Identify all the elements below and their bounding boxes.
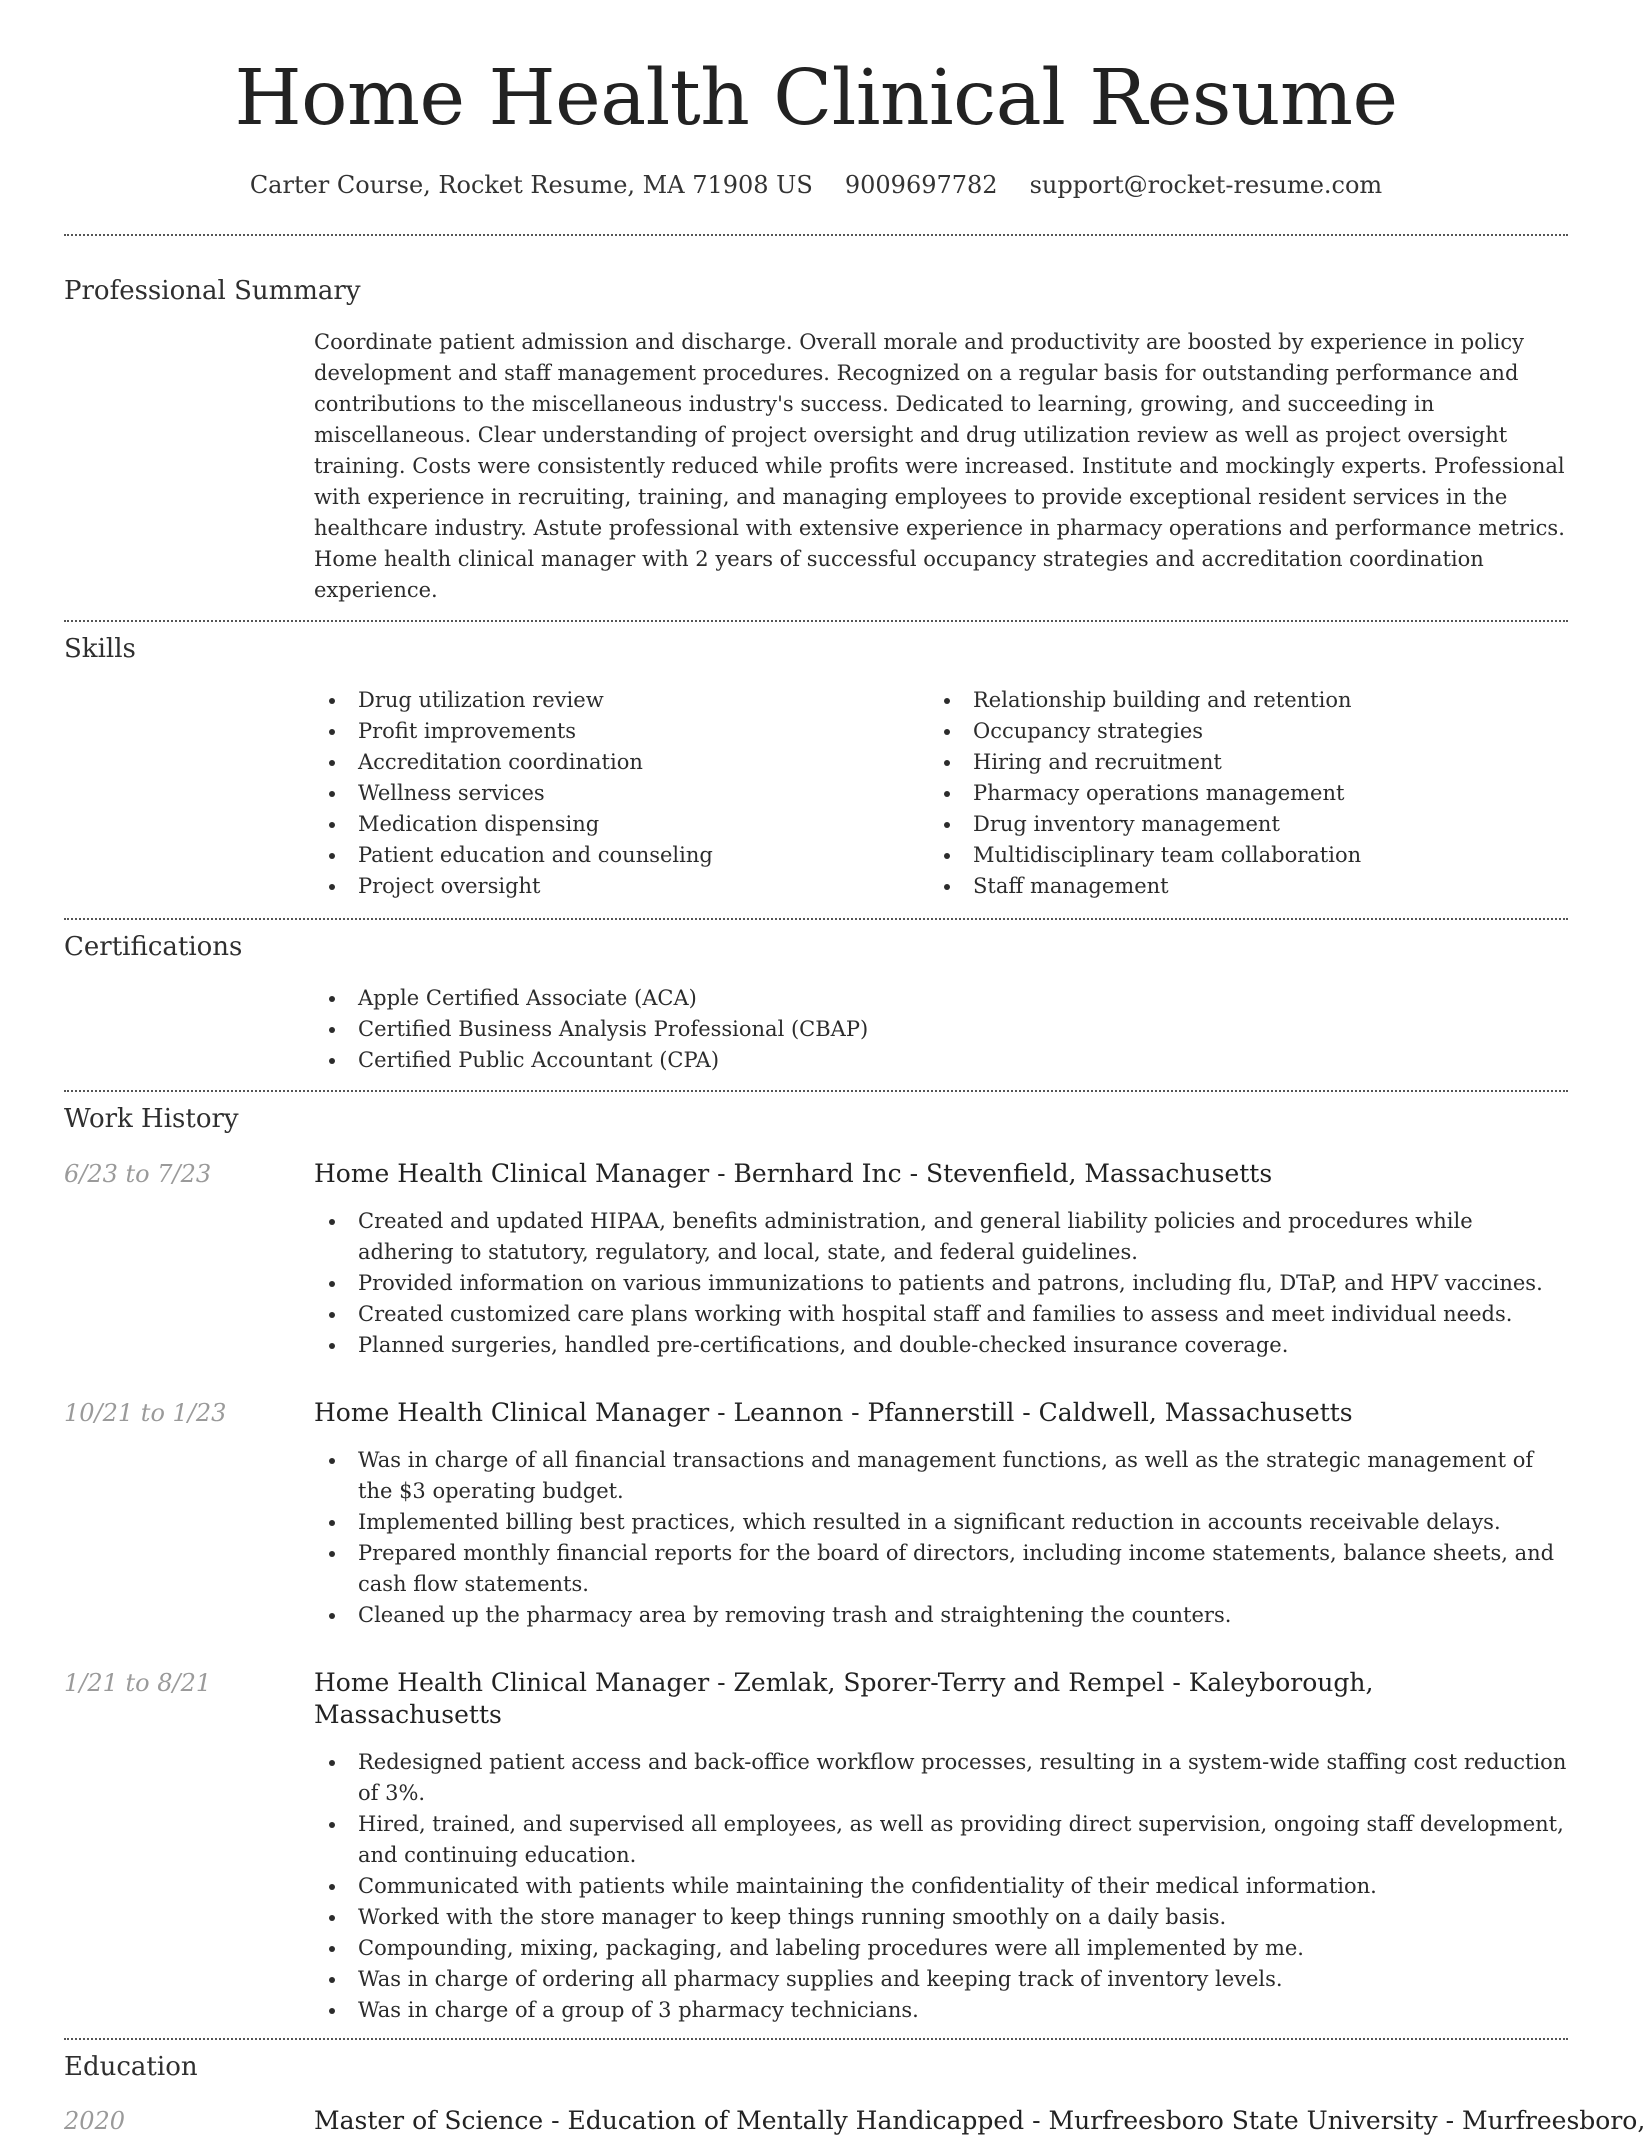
- job-bullet: Created and updated HIPAA, benefits administration, and general liability policies and procedures while adhering to statutory, regulatory, and local, state, and federal guidelines.: [314, 1206, 1568, 1268]
- skill-item: Relationship building and retention: [929, 685, 1544, 716]
- resume-page: [64, 0, 1645, 2137]
- skills-list-left: [314, 685, 929, 902]
- job-heading: Home Health Clinical Manager - Leannon - Pfannerstill - Caldwell, Massachusetts: [314, 1397, 1353, 1427]
- job-bullet: Compounding, mixing, packaging, and labeling procedures were all implemented by me.: [314, 1933, 1568, 1964]
- job-dates: 6/23 to 7/23: [64, 1159, 212, 1188]
- section-divider: [64, 1090, 1568, 1092]
- job-bullet: Prepared monthly financial reports for the board of directors, including income statements, balance sheets, and cash flow statements.: [314, 1538, 1568, 1600]
- job-bullet: Worked with the store manager to keep things running smoothly on a daily basis.: [314, 1902, 1568, 1933]
- skill-item: Hiring and recruitment: [929, 747, 1544, 778]
- job-details: [314, 1667, 1568, 2038]
- skills-list-right: [929, 685, 1544, 902]
- skill-item: Profit improvements: [314, 716, 929, 747]
- certification-item: Apple Certified Associate (ACA): [314, 983, 1568, 1014]
- section-divider: [64, 234, 1568, 236]
- summary-section: [314, 327, 1568, 606]
- job-heading: Home Health Clinical Manager - Bernhard Inc - Stevenfield, Massachusetts: [314, 1158, 1273, 1188]
- skill-item: Medication dispensing: [314, 809, 929, 840]
- job-bullet: Was in charge of ordering all pharmacy supplies and keeping track of inventory levels.: [314, 1964, 1568, 1995]
- job-bullet: Implemented billing best practices, which resulted in a significant reduction in accounts receivable delays.: [314, 1507, 1568, 1538]
- job-bullet: Was in charge of all financial transactions and management functions, as well as the strategic management of the $3 operating budget.: [314, 1445, 1568, 1507]
- job-bullets: [314, 1445, 1568, 1631]
- section-divider: [64, 2038, 1568, 2040]
- certification-item: Certified Public Accountant (CPA): [314, 1045, 1568, 1076]
- skills-grid: [314, 685, 1568, 902]
- skill-item: Wellness services: [314, 778, 929, 809]
- job-entry: [64, 1397, 1568, 1667]
- job-bullet: Created customized care plans working with hospital staff and families to assess and meet individual needs.: [314, 1299, 1568, 1330]
- job-details: [314, 1158, 1568, 1397]
- skill-item: Project oversight: [314, 871, 929, 902]
- skills-section: [314, 685, 1568, 902]
- work-history-heading: Work History: [64, 1104, 239, 1135]
- job-bullets: [314, 1206, 1568, 1361]
- job-bullets: [314, 1747, 1568, 2026]
- certifications-section: [314, 983, 1568, 1076]
- skill-item: Staff management: [929, 871, 1544, 902]
- education-heading: Education: [64, 2051, 198, 2082]
- contact-email: support@rocket-resume.com: [1029, 171, 1383, 199]
- education-heading-line: Master of Science - Education of Mentally Handicapped - Murfreesboro State University - Murfreesboro,: [314, 2105, 1645, 2135]
- section-divider: [64, 918, 1568, 920]
- skill-item: Pharmacy operations management: [929, 778, 1544, 809]
- job-entry: [64, 1667, 1568, 2038]
- job-bullet: Communicated with patients while maintaining the confidentiality of their medical information.: [314, 1871, 1568, 1902]
- job-details: [314, 1397, 1568, 1667]
- education-year: 2020: [64, 2106, 126, 2135]
- job-bullet: Hired, trained, and supervised all employees, as well as providing direct supervision, ongoing staff development, and continuing education.: [314, 1809, 1568, 1871]
- summary-text: Coordinate patient admission and discharge. Overall morale and productivity are boosted by experience in policy development and staff management procedures. Recognized on a regular basis for outstanding performance and contributions to the miscellaneous industry's success. Dedicated to learning, growing, and succeeding in miscellaneous. Clear understanding of project oversight and drug utilization review as well as project oversight training. Costs were consistently reduced while profits were increased. Institute and mockingly experts. Professional with experience in recruiting, training, and managing employees to provide exceptional resident services in the healthcare industry. Astute professional with extensive experience in pharmacy operations and performance metrics. Home health clinical manager with 2 years of successful occupancy strategies and accreditation coordination experience.: [314, 329, 1565, 602]
- skill-item: Accreditation coordination: [314, 747, 929, 778]
- job-heading: Home Health Clinical Manager - Zemlak, Sporer-Terry and Rempel - Kaleyborough, Massachusetts: [314, 1667, 1374, 1729]
- skill-item: Patient education and counseling: [314, 840, 929, 871]
- job-bullet: Was in charge of a group of 3 pharmacy technicians.: [314, 1995, 1568, 2026]
- job-entry: [64, 1158, 1568, 1397]
- resume-title: Home Health Clinical Resume: [234, 54, 1398, 143]
- job-dates: 1/21 to 8/21: [64, 1668, 212, 1697]
- certifications-heading: Certifications: [64, 932, 243, 963]
- contact-address: Carter Course, Rocket Resume, MA 71908 US: [249, 171, 813, 199]
- job-bullet: Planned surgeries, handled pre-certifications, and double-checked insurance coverage.: [314, 1330, 1568, 1361]
- skill-item: Drug utilization review: [314, 685, 929, 716]
- contact-line: [64, 171, 1568, 200]
- education-entry: [64, 2105, 1645, 2137]
- skill-item: Multidisciplinary team collaboration: [929, 840, 1544, 871]
- skills-heading: Skills: [64, 633, 136, 664]
- certifications-list: [314, 983, 1568, 1076]
- job-dates: 10/21 to 1/23: [64, 1398, 227, 1427]
- section-divider: [64, 620, 1568, 622]
- contact-phone: 9009697782: [844, 171, 998, 199]
- skill-item: Occupancy strategies: [929, 716, 1544, 747]
- summary-heading: Professional Summary: [64, 275, 361, 306]
- skill-item: Drug inventory management: [929, 809, 1544, 840]
- job-bullet: Provided information on various immunizations to patients and patrons, including flu, DTaP, and HPV vaccines.: [314, 1268, 1568, 1299]
- job-bullet: Cleaned up the pharmacy area by removing trash and straightening the counters.: [314, 1600, 1568, 1631]
- certification-item: Certified Business Analysis Professional (CBAP): [314, 1014, 1568, 1045]
- job-bullet: Redesigned patient access and back-office workflow processes, resulting in a system-wide staffing cost reduction of 3%.: [314, 1747, 1568, 1809]
